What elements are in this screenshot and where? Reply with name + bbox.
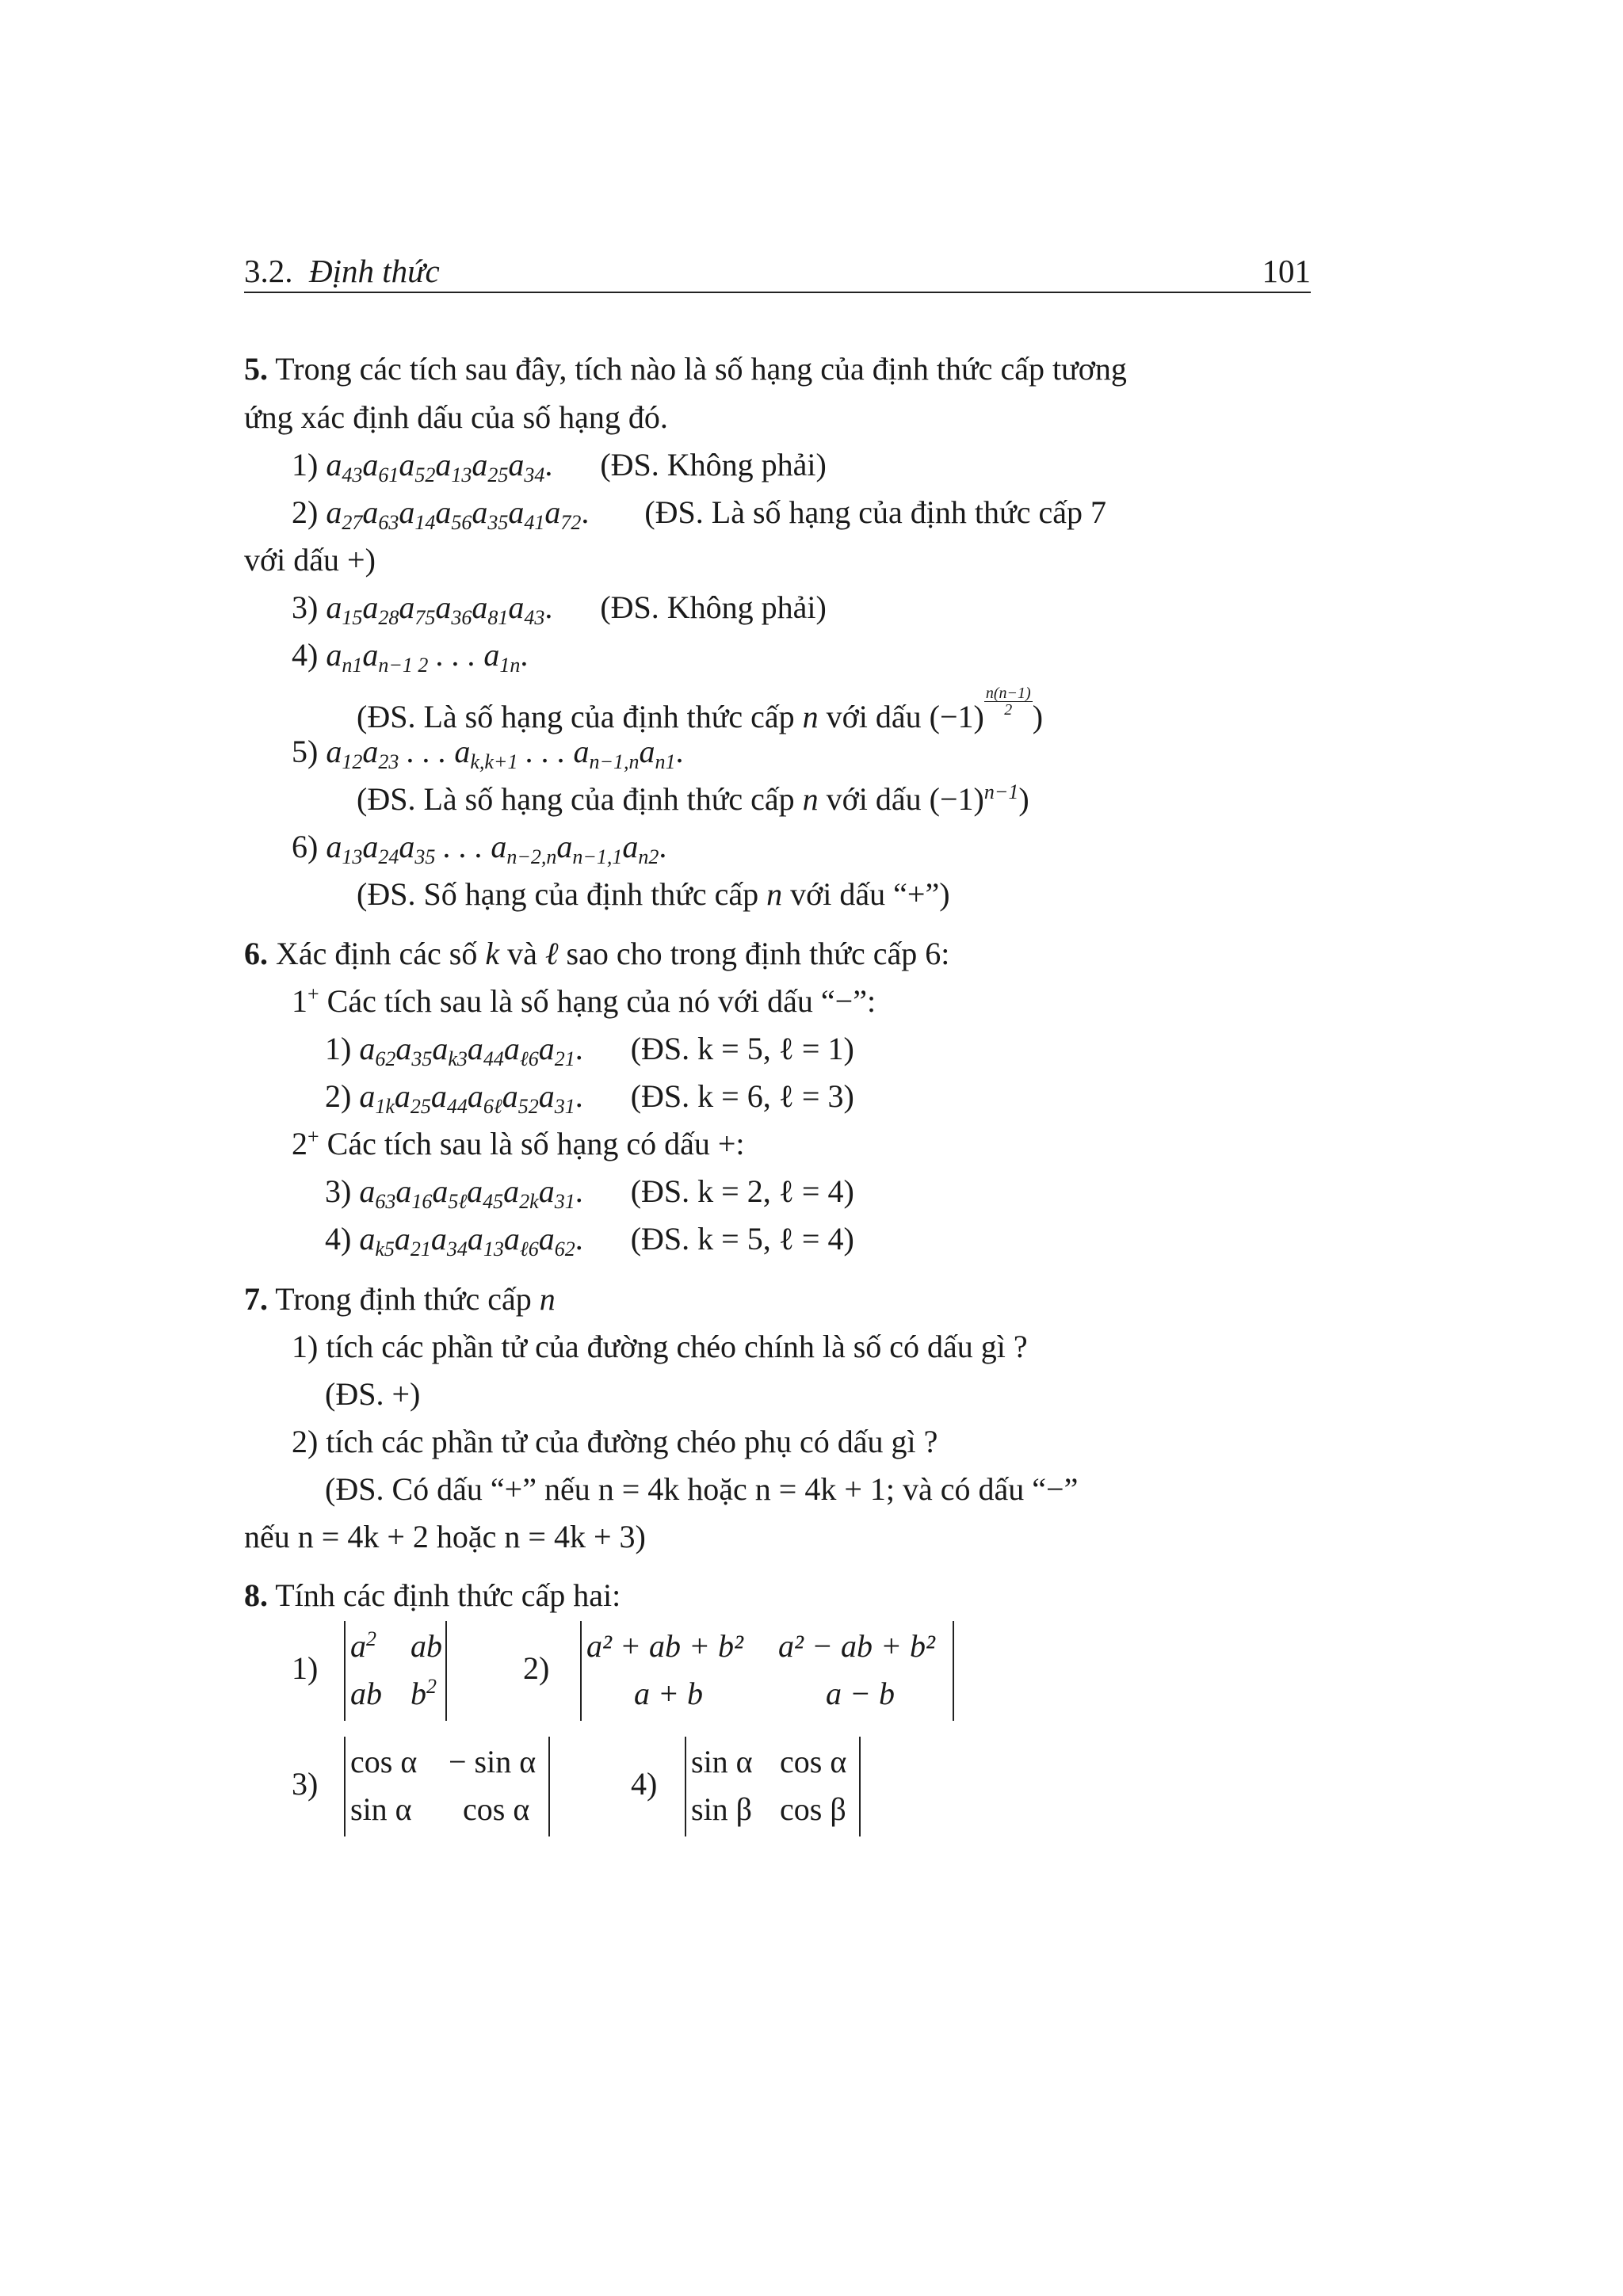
- item-label: 4): [325, 1221, 352, 1257]
- product-term: $a_{k5}a_{21}a_{34}a_{13}a_{\ell 6}a_{62}$: [359, 1221, 575, 1261]
- det-cell: a² − ab + b²: [778, 1628, 935, 1664]
- exercise-7-item-1-answer: (ĐS. +): [325, 1376, 421, 1412]
- det-cell: cos β: [780, 1791, 846, 1827]
- item-label: 2): [325, 1078, 352, 1114]
- product-term: $a_{27}a_{63}a_{14}a_{56}a_{35}a_{41}a_{72}$: [326, 494, 582, 534]
- det-cell: − sin α: [449, 1744, 537, 1779]
- answer-text: (ĐS. Là số hạng của định thức cấp: [357, 699, 795, 734]
- answer-text: với dấu: [826, 699, 922, 734]
- det-cell: ab: [350, 1676, 382, 1711]
- answer-text: với dấu: [826, 781, 922, 817]
- product-term: $a_{1k}a_{25}a_{44}a_{6\ell}a_{52}a_{31}$: [359, 1078, 575, 1118]
- exercise-8-intro: [244, 1577, 621, 1615]
- exercise-text: Tính các định thức cấp hai:: [275, 1577, 621, 1613]
- exercise-5-intro-cont: ứng xác định dấu của số hạng đó.: [244, 399, 668, 435]
- product-term: $a_{n1}a_{n-1 2}$ . . . $a_{1n}$: [326, 637, 521, 677]
- det-cell: cos α: [463, 1791, 530, 1827]
- exercise-5-item-4: 4) $a_{n1}a_{n-1 2}$ . . . $a_{1n}$.: [292, 637, 529, 677]
- part-text: Các tích sau là số hạng có dấu +:: [327, 1126, 745, 1161]
- running-header: [244, 252, 1311, 293]
- product-term: $a_{12}a_{23}$ . . . $a_{k,k+1}$ . . . $a_{n-1,n}a_{n1}$: [326, 734, 676, 773]
- exercise-number: 6.: [244, 936, 268, 971]
- math-n: n: [802, 781, 819, 817]
- det-cell: sin α: [691, 1744, 753, 1779]
- product-term: $a_{63}a_{16}a_{5\ell}a_{45}a_{2k}a_{31}$: [359, 1173, 575, 1213]
- item-label: 5): [292, 734, 319, 769]
- det-cell: a² + ab + b²: [586, 1628, 743, 1664]
- part-text: Các tích sau là số hạng của nó với dấu “−”:: [327, 983, 876, 1019]
- answer: (ĐS. k = 5, ℓ = 1): [630, 1031, 854, 1066]
- exercise-5-intro: [244, 350, 1127, 388]
- determinant-1: [344, 1621, 447, 1721]
- exercise-5-item-5: 5) $a_{12}a_{23}$ . . . $a_{k,k+1}$ . . . $a_{n-1,n}a_{n1}$.: [292, 734, 684, 773]
- det-cell: $b^2$: [411, 1675, 437, 1711]
- determinant-1-label: 1): [292, 1650, 319, 1686]
- answer-text: với dấu “+”): [790, 876, 950, 912]
- section-number: 3.2.: [244, 253, 293, 289]
- math-n: n: [766, 876, 783, 912]
- exercise-number: 7.: [244, 1281, 268, 1317]
- exercise-7-item-2-answer-cont: nếu n = 4k + 2 hoặc n = 4k + 3): [244, 1519, 646, 1554]
- exercise-5-item-2: 2) $a_{27}a_{63}a_{14}a_{56}a_{35}a_{41}a_{72}$. (ĐS. Là số hạng của định thức cấp 7: [292, 494, 1106, 534]
- exercise-5-item-3: 3) $a_{15}a_{28}a_{75}a_{36}a_{81}a_{43}$. (ĐS. Không phải): [292, 589, 827, 629]
- math-n: n: [802, 699, 819, 734]
- exercise-text: Trong các tích sau đây, tích nào là số hạng của định thức cấp tương: [275, 351, 1127, 387]
- exponent-fraction: $\frac{n(n-1)}{2}$: [985, 685, 1031, 719]
- determinant-2-label: 2): [523, 1650, 550, 1686]
- determinant-3: [344, 1737, 550, 1836]
- exercise-6-intro: 6. Xác định các số k và ℓ sao cho trong định thức cấp 6:: [244, 936, 950, 971]
- exercise-5-item-5-answer: (ĐS. Là số hạng của định thức cấp n với dấu $(-1)^{n-1}$): [357, 780, 1029, 817]
- det-cell: a − b: [826, 1676, 895, 1711]
- exercise-6-part-2: 2+ Các tích sau là số hạng có dấu +:: [292, 1125, 745, 1161]
- exercise-text: Xác định các số: [276, 936, 478, 971]
- exercise-text: sao cho trong định thức cấp 6:: [566, 936, 950, 971]
- determinant-3-label: 3): [292, 1766, 319, 1802]
- item-label: 4): [292, 637, 319, 673]
- det-cell: $a^2$: [350, 1627, 376, 1664]
- det-cell: cos α: [780, 1744, 847, 1779]
- product-term: $a_{62}a_{35}a_{k3}a_{44}a_{\ell 6}a_{21}$: [359, 1031, 575, 1070]
- exercise-6-item-4: 4) $a_{k5}a_{21}a_{34}a_{13}a_{\ell 6}a_{62}$. (ĐS. k = 5, ℓ = 4): [325, 1221, 854, 1261]
- exercise-5-item-6-answer: [357, 875, 950, 913]
- item-label: 1): [325, 1031, 352, 1066]
- exercise-5-item-1: 1) $a_{43}a_{61}a_{52}a_{13}a_{25}a_{34}$. (ĐS. Không phải): [292, 447, 827, 486]
- item-label: 6): [292, 829, 319, 864]
- det-cell: ab: [411, 1628, 442, 1664]
- determinant-2: [580, 1621, 954, 1721]
- item-label: 2): [292, 494, 319, 530]
- exercise-7-intro: 7. Trong định thức cấp n: [244, 1281, 556, 1317]
- exercise-7-item-2: 2) tích các phần tử của đường chéo phụ có dấu gì ?: [292, 1424, 938, 1459]
- exercise-6-item-1: 1) $a_{62}a_{35}a_{k3}a_{44}a_{\ell 6}a_{21}$. (ĐS. k = 5, ℓ = 1): [325, 1031, 854, 1070]
- exercise-text: và: [507, 936, 537, 971]
- exercise-5-item-6: 6) $a_{13}a_{24}a_{35}$ . . . $a_{n-2,n}a_{n-1,1}a_{n2}$.: [292, 829, 667, 868]
- exercise-number: 5.: [244, 351, 268, 387]
- exercise-5-item-2-cont: với dấu +): [244, 542, 376, 578]
- answer: (ĐS. k = 5, ℓ = 4): [630, 1221, 854, 1257]
- exercise-5-item-4-answer: (ĐS. Là số hạng của định thức cấp n với dấu (−1) $\frac{n(n-1)}{2}$ ): [357, 685, 1044, 734]
- page-number: 101: [1262, 253, 1311, 289]
- exercise-6-item-3: 3) $a_{63}a_{16}a_{5\ell}a_{45}a_{2k}a_{31}$. (ĐS. k = 2, ℓ = 4): [325, 1173, 854, 1213]
- determinant-4-label: 4): [631, 1766, 658, 1802]
- item-label: 1): [292, 447, 319, 482]
- exercise-6-item-2: 2) $a_{1k}a_{25}a_{44}a_{6\ell}a_{52}a_{31}$. (ĐS. k = 6, ℓ = 3): [325, 1078, 854, 1118]
- product-term: $a_{43}a_{61}a_{52}a_{13}a_{25}a_{34}$: [326, 447, 545, 486]
- exercise-7-item-1: 1) tích các phần tử của đường chéo chính là số có dấu gì ?: [292, 1329, 1028, 1364]
- det-cell: sin α: [350, 1791, 412, 1827]
- exercise-7-item-2-answer: (ĐS. Có dấu “+” nếu n = 4k hoặc n = 4k + 1; và có dấu “−”: [325, 1471, 1079, 1507]
- section-heading: [244, 252, 440, 290]
- answer-text: (ĐS. Là số hạng của định thức cấp: [357, 781, 795, 817]
- item-label: 3): [292, 589, 319, 625]
- answer: (ĐS. Không phải): [600, 589, 827, 625]
- product-term: $a_{15}a_{28}a_{75}a_{36}a_{81}a_{43}$: [326, 589, 545, 629]
- det-cell: sin β: [691, 1791, 753, 1827]
- section-title: Định thức: [309, 253, 440, 289]
- answer: (ĐS. k = 2, ℓ = 4): [630, 1173, 854, 1209]
- item-label: 3): [325, 1173, 352, 1209]
- answer: (ĐS. Không phải): [600, 447, 827, 482]
- product-term: $a_{13}a_{24}a_{35}$ . . . $a_{n-2,n}a_{n-1,1}a_{n2}$: [326, 829, 659, 868]
- det-cell: cos α: [350, 1744, 418, 1779]
- exercise-number: 8.: [244, 1577, 268, 1613]
- exercise-6-part-1: 1+ Các tích sau là số hạng của nó với dấu “−”:: [292, 982, 876, 1019]
- exercise-text: Trong định thức cấp: [275, 1281, 532, 1317]
- answer: (ĐS. k = 6, ℓ = 3): [630, 1078, 854, 1114]
- det-cell: a + b: [634, 1676, 703, 1711]
- answer: (ĐS. Là số hạng của định thức cấp 7: [644, 494, 1106, 530]
- determinant-4: [685, 1737, 861, 1836]
- answer-text: (ĐS. Số hạng của định thức cấp: [357, 876, 759, 912]
